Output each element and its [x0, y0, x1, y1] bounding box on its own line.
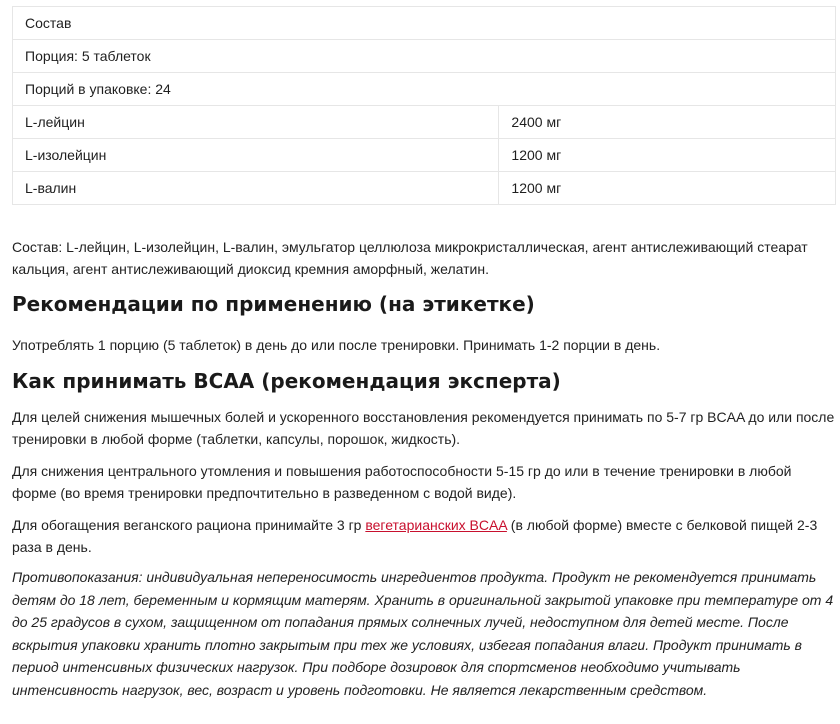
table-row: [13, 106, 836, 139]
vegan-text-after: (в любой форме) вместе с белковой пищей 2-3 раза в день.: [12, 517, 818, 555]
expert-recommendations-heading: Как принимать BCAA (рекомендация эксперта): [12, 369, 561, 393]
serving-size-cell: Порция: 5 таблеток: [13, 40, 836, 73]
vegan-text-before: Для обогащения веганского рациона принимайте 3 гр: [12, 517, 366, 533]
ingredient-amount-cell: 1200 мг: [499, 139, 836, 172]
table-header-cell: Состав: [13, 7, 836, 40]
table-row: [13, 40, 836, 73]
table-row: [13, 172, 836, 205]
servings-per-pack-cell: Порций в упаковке: 24: [13, 73, 836, 106]
label-recommendations-heading: Рекомендации по применению (на этикетке): [12, 292, 535, 316]
ingredient-amount-cell: 2400 мг: [499, 106, 836, 139]
label-recommendations-text: Употреблять 1 порцию (5 таблеток) в день до или после тренировки. Принимать 1-2 порции в день.: [12, 337, 661, 353]
ingredient-amount-cell: 1200 мг: [499, 172, 836, 205]
ingredient-name-cell: L-валин: [13, 172, 499, 205]
ingredient-name-cell: L-изолейцин: [13, 139, 499, 172]
expert-paragraph-fatigue: Для снижения центрального утомления и повышения работоспособности 5-15 гр до или в течение тренировки в любой форме (во время тренировки предпочтительно в разведенном с водой виде).: [12, 463, 792, 501]
expert-paragraph-vegan: [12, 514, 838, 558]
table-row: [13, 139, 836, 172]
table-row: [13, 73, 836, 106]
ingredient-name-cell: L-лейцин: [13, 106, 499, 139]
composition-table: [12, 6, 836, 205]
expert-paragraph-recovery: Для целей снижения мышечных болей и ускоренного восстановления рекомендуется принимать по 5-7 гр BCAA до или после тренировки в любой форме (таблетки, капсулы, порошок, жидкость).: [12, 409, 835, 447]
vegetarian-bcaa-link[interactable]: вегетарианских BCAA: [365, 517, 507, 533]
contraindications-text: Противопоказания: индивидуальная непереносимость ингредиентов продукта. Продукт не рекомендуется принимать детям до 18 лет, беременным и кормящим матерям. Хранить в оригинальной закрытой упаковке при температуре от 4 до 25 градусов в сухом, защищенном от попадания прямых солнечных лучей, недоступном для детей месте. После вскрытия упаковки хранить плотно закрытым при тех же условиях, избегая попадания влаги. Продукт принимать в период интенсивных физических нагрузок. При подборе дозировок для спортсменов необходимо учитывать интенсивность нагрузок, вес, возраст и уровень подготовки. Не является лекарственным средством.: [12, 569, 834, 698]
table-row: [13, 7, 836, 40]
ingredients-text: Состав: L-лейцин, L-изолейцин, L-валин, эмульгатор целлюлоза микрокристаллическая, агент антислеживающий стеарат кальция, агент антислеживающий диоксид кремния аморфный, желатин.: [12, 239, 808, 277]
